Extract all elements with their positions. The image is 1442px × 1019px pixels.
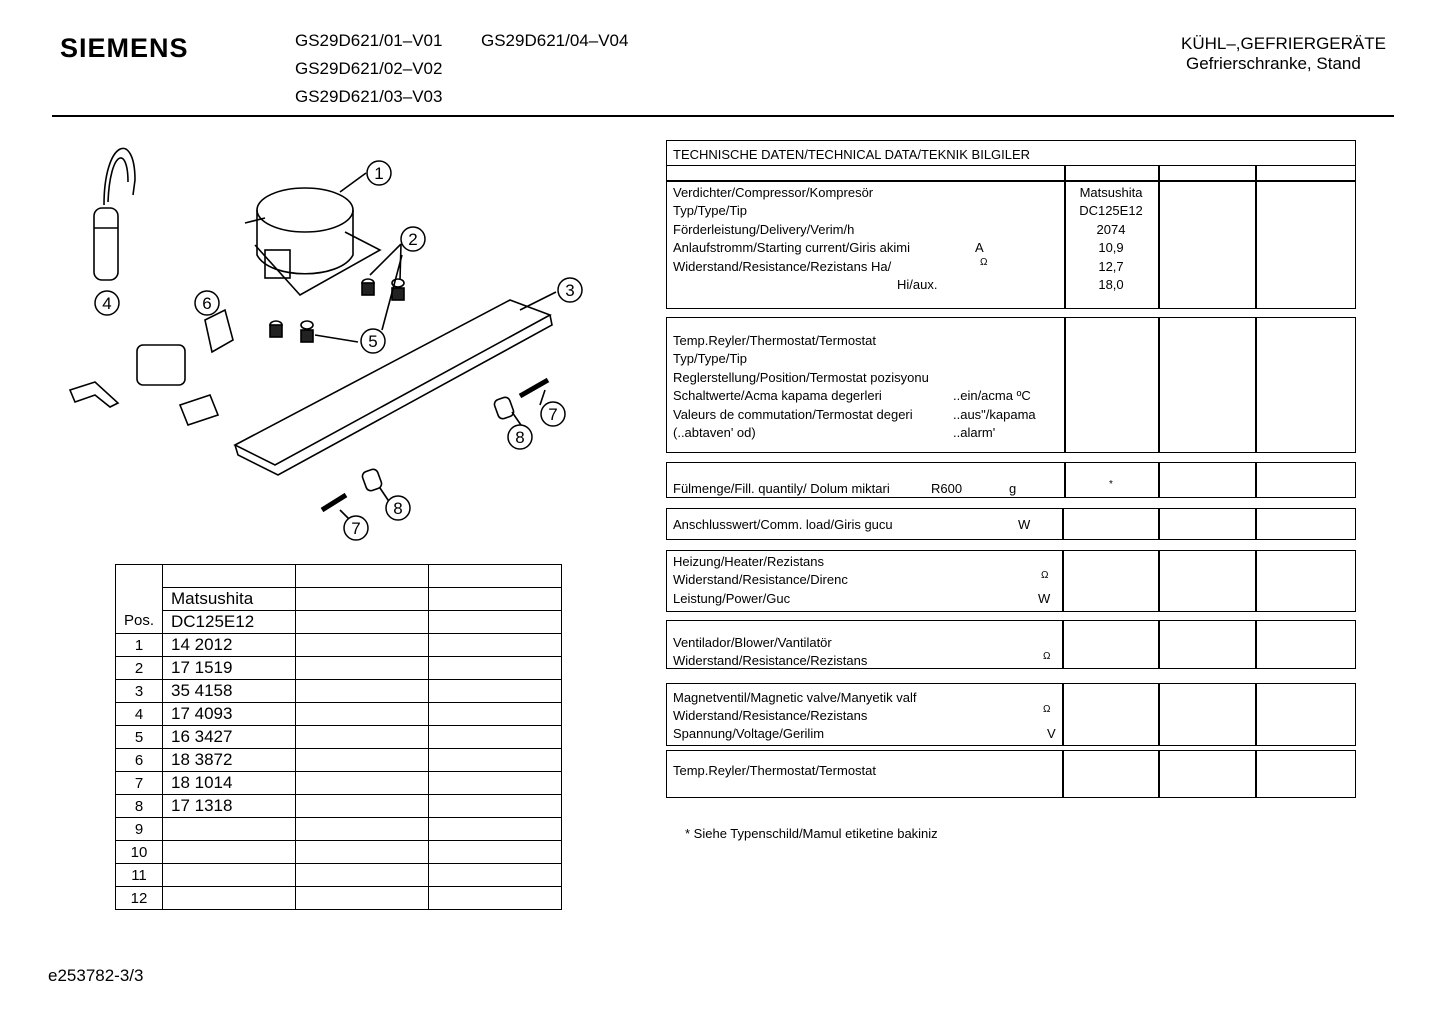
category-subtitle: Gefrierschranke, Stand <box>1186 54 1361 73</box>
load-section: Anschlusswert/Comm. load/Giris gucu W <box>666 508 1356 540</box>
compressor-section: Verdichter/Compressor/Kompresör Typ/Type/Tip Förderleistung/Delivery/Verim/h Anlaufstromm/Starting current/Giris akimi A Widerstand/Resistance/Rezistans Ha/ Ω Hi/aux. Matsushita DC125E12 2074 10,9 12,7 18,0 <box>666 181 1356 309</box>
category-title: KÜHL–,GEFRIERGERÄTE <box>1181 34 1386 53</box>
part-code: 17 1519 <box>163 657 296 680</box>
callout-label: 1 <box>374 164 384 183</box>
type-plate-note: * Siehe Typenschild/Mamul etiketine bakiniz <box>685 826 938 841</box>
callout-label: 7 <box>351 519 361 538</box>
thermostat2-section: Temp.Reyler/Thermostat/Termostat <box>666 750 1356 798</box>
fill-quantity-section: Fülmenge/Fill. quantily/ Dolum miktari R600 g * <box>666 462 1356 498</box>
compressor-value: 18,0 <box>1098 277 1124 292</box>
brand-logo: SIEMENS <box>60 33 189 63</box>
type-cell: DC125E12 <box>163 611 296 634</box>
parts-diagram <box>0 120 650 560</box>
relay-drawing <box>137 345 185 385</box>
model-number: GS29D621/04–V04 <box>481 31 629 50</box>
thermostat-section: Temp.Reyler/Thermostat/Termostat Typ/Type/Tip Reglerstellung/Position/Termostat pozisyonu Schaltwerte/Acma kapama degerleri ..ein/acma ºC Valeurs de commutation/Termostat degeri ..aus"/kapama (..abtaven' od) ..alarm' <box>666 317 1356 453</box>
compressor-drawing <box>257 188 353 232</box>
compressor-value: Matsushita <box>1079 185 1143 200</box>
clip-drawing <box>70 382 118 407</box>
callout-label: 4 <box>102 294 112 313</box>
part-code: 17 4093 <box>163 703 296 726</box>
valve-section: Magnetventil/Magnetic valve/Manyetik valf Widerstand/Resistance/Rezistans Ω Spannung/Voltage/Gerilim V <box>666 683 1356 746</box>
callout-label: 8 <box>515 428 525 447</box>
header-rule <box>52 115 1394 117</box>
document-id: e253782-3/3 <box>48 966 144 985</box>
part-code: 17 1318 <box>163 795 296 818</box>
model-number: GS29D621/01–V01 <box>295 31 443 50</box>
compressor-value: 12,7 <box>1098 259 1124 274</box>
part-code: 14 2012 <box>163 634 296 657</box>
callout-label: 3 <box>565 281 575 300</box>
callout-label: 5 <box>368 332 378 351</box>
parts-table: Pos. Matsushita DC125E12 1 14 2012 2 17 1519 3 35 4158 4 17 4093 5 16 3427 6 18 3872 7 18 1014 8 17 1318 9 10 11 12 <box>115 564 562 910</box>
part-code: 18 1014 <box>163 772 296 795</box>
fan-section: Ventilador/Blower/Vantilatör Widerstand/Resistance/Rezistans Ω <box>666 620 1356 669</box>
callout-label: 7 <box>548 405 558 424</box>
tech-title: TECHNISCHE DATEN/TECHNICAL DATA/TEKNIK BILGILER <box>673 147 1031 162</box>
callout-label: 6 <box>202 294 212 313</box>
model-number: GS29D621/03–V03 <box>295 87 443 106</box>
part-code: 16 3427 <box>163 726 296 749</box>
compressor-value: DC125E12 <box>1079 203 1143 218</box>
callout-label: 8 <box>393 499 403 518</box>
capacitor-drawing <box>94 208 118 280</box>
compressor-value: 10,9 <box>1098 240 1124 255</box>
part-code: 35 4158 <box>163 680 296 703</box>
pos-header: Pos. <box>116 565 163 634</box>
compressor-value: 2074 <box>1096 222 1126 237</box>
manufacturer-cell: Matsushita <box>163 588 296 611</box>
column-header-row <box>666 165 1356 181</box>
tech-title-box <box>666 140 1356 166</box>
heater-section: Heizung/Heater/Rezistans Widerstand/Resistance/Direnc Ω Leistung/Power/Guc W <box>666 550 1356 612</box>
callout-label: 2 <box>408 230 418 249</box>
model-number: GS29D621/02–V02 <box>295 59 443 78</box>
part-code: 18 3872 <box>163 749 296 772</box>
